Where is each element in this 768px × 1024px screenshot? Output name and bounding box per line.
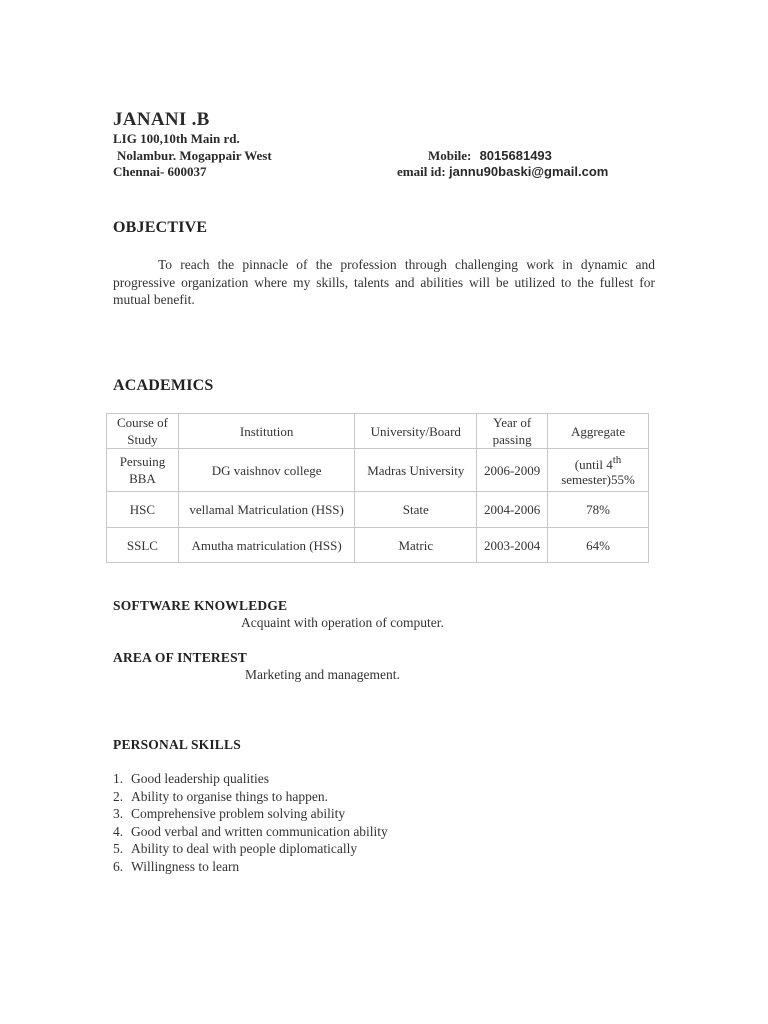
cell-board: State xyxy=(355,492,477,528)
cell-course: HSC xyxy=(107,492,179,528)
header-year: Year of passing xyxy=(477,414,548,449)
aggregate-sup: th xyxy=(612,454,622,466)
table-row xyxy=(107,449,649,492)
candidate-name: JANANI .B xyxy=(113,109,210,130)
list-item: 1. Good leadership qualities xyxy=(113,771,269,786)
aggregate-pre: (until 4 xyxy=(574,457,613,472)
aggregate-post: semester)55% xyxy=(561,472,635,487)
list-item: 4. Good verbal and written communication ability xyxy=(113,823,388,839)
cell-board: Matric xyxy=(355,528,477,563)
personal-skills-heading: PERSONAL SKILLS xyxy=(113,737,241,752)
cell-institution: DG vaishnov college xyxy=(178,449,354,492)
personal-skills-list xyxy=(113,770,388,875)
cell-year: 2006-2009 xyxy=(477,449,548,492)
email-address: jannu90baski@gmail.com xyxy=(449,164,609,179)
mobile-number: 8015681493 xyxy=(479,148,552,163)
header-aggregate: Aggregate xyxy=(548,414,649,449)
header-institution: Institution xyxy=(178,414,354,449)
email-row xyxy=(397,164,608,180)
software-text: Acquaint with operation of computer. xyxy=(241,615,444,630)
list-item: 3. Comprehensive problem solving ability xyxy=(113,806,346,821)
list-item: 2. Ability to organise things to happen. xyxy=(113,788,328,804)
address-line-2: Nolambur. Mogappair West xyxy=(117,148,272,163)
academics-heading: ACADEMICS xyxy=(113,377,214,394)
cell-board: Madras University xyxy=(355,449,477,492)
cell-course: Persuing BBA xyxy=(107,449,179,492)
interest-heading: AREA OF INTEREST xyxy=(113,650,247,665)
table-row xyxy=(107,528,649,563)
address-line-3: Chennai- 600037 xyxy=(113,164,207,179)
cell-aggregate: 64% xyxy=(548,528,649,563)
cell-institution: Amutha matriculation (HSS) xyxy=(178,528,354,563)
cell-course: SSLC xyxy=(107,528,179,563)
list-item: 6. Willingness to learn xyxy=(113,858,240,874)
academics-table xyxy=(106,413,649,563)
cell-aggregate: 78% xyxy=(548,492,649,528)
interest-text: Marketing and management. xyxy=(245,667,400,682)
header-board: University/Board xyxy=(355,414,477,449)
list-item: 5. Ability to deal with people diplomatically xyxy=(113,841,358,856)
address-line-1: LIG 100,10th Main rd. xyxy=(113,131,240,146)
objective-text: To reach the pinnacle of the profession through challenging work in dynamic and progressive organization where my skills, talents and abilities will be utilized to the fullest for mutual benefit. xyxy=(113,257,655,307)
software-heading: SOFTWARE KNOWLEDGE xyxy=(113,598,288,613)
objective-paragraph xyxy=(113,256,655,309)
cell-year: 2004-2006 xyxy=(477,492,548,528)
objective-heading: OBJECTIVE xyxy=(113,219,208,236)
mobile-label: Mobile: xyxy=(428,148,472,163)
header-course: Course of Study xyxy=(107,414,179,449)
cell-aggregate xyxy=(548,449,649,492)
table-row xyxy=(107,492,649,528)
cell-year: 2003-2004 xyxy=(477,528,548,563)
email-label: email id: xyxy=(397,164,446,179)
mobile-row xyxy=(428,148,552,164)
cell-institution: vellamal Matriculation (HSS) xyxy=(178,492,354,528)
table-header-row xyxy=(107,414,649,449)
